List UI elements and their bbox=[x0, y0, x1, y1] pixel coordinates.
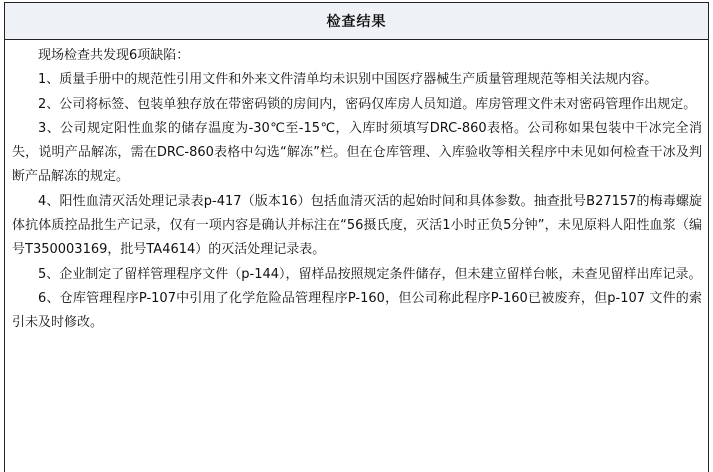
finding-6: 6、仓库管理程序P-107中引用了化学危险品管理程序P-160，但公司称此程序P-160已被废弃，但p-107 文件的索引未及时修改。 bbox=[12, 290, 702, 331]
table-content bbox=[5, 40, 708, 336]
findings-intro: 现场检查共发现6项缺陷： bbox=[38, 48, 190, 63]
finding-3: 3、公司规定阳性血浆的储存温度为-30℃至-15℃，入库时须填写DRC-860表格。公司称如果包装中干冰完全消失，说明产品解冻，需在DRC-860表格中勾选“解冻”栏。但在仓库管理、入库验收等相关程序中未见如何检查干冰及判断产品解冻的规定。 bbox=[12, 120, 702, 185]
finding-1: 1、质量手册中的规范性引用文件和外来文件清单均未识别中国医疗器械生产质量管理规范等相关法规内容。 bbox=[38, 72, 658, 88]
finding-4: 4、阳性血清灭活处理记录表p-417（版本16）包括血清灭活的起始时间和具体参数。抽查批号B27157的梅毒螺旋体抗体质控品批生产记录，仅有一项内容是确认并标注在“56摄氏度，灭活1小时正负5分钟”，未见原料人阳性血浆（编号T350003169，批号TA4614）的灭活处理记录表。 bbox=[12, 193, 702, 258]
finding-2: 2、公司将标签、包装单独存放在带密码锁的房间内，密码仅库房人员知道。库房管理文件未对密码管理作出规定。 bbox=[38, 96, 697, 112]
table-header bbox=[5, 3, 708, 40]
finding-5: 5、企业制定了留样管理程序文件（p-144），留样品按照规定条件储存，但未建立留样台帐，未查见留样出库记录。 bbox=[38, 266, 702, 282]
header-title: 检查结果 bbox=[326, 14, 387, 30]
inspection-results-table bbox=[4, 2, 709, 472]
